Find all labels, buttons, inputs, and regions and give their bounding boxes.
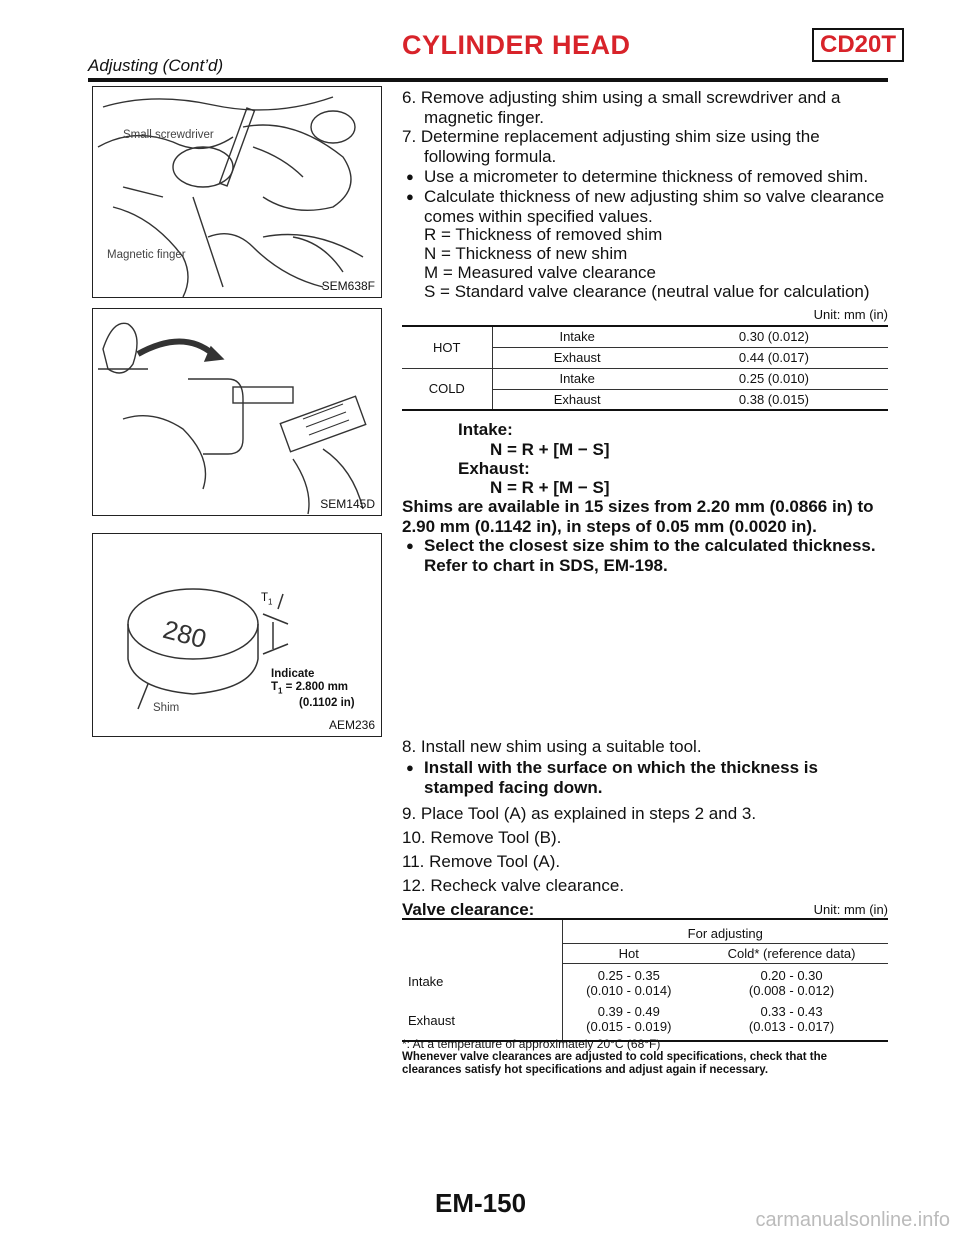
cold-mm: 0.33 - 0.43	[760, 1004, 823, 1019]
table-header-for-adjusting: For adjusting	[562, 919, 888, 944]
bullet-icon: ●	[406, 169, 414, 184]
figure-code: SEM638F	[321, 279, 375, 293]
definition-r: R = Thickness of removed shim	[424, 225, 663, 244]
label-t1	[261, 592, 272, 606]
footnote-warning: Whenever valve clearances are adjusted to cold specifications, check that the clearances satisfy hot specifications and adjust again if necessary.	[402, 1051, 828, 1076]
label-t1-text: T	[261, 592, 269, 604]
standard-clearance-table	[402, 325, 888, 411]
bullet-text: Calculate thickness of new adjusting shim so valve clearance comes within specified values.	[424, 187, 885, 226]
figure-shim	[92, 533, 382, 737]
label-indicate	[271, 668, 355, 710]
table-row	[402, 326, 888, 347]
table-header-hot: Hot	[562, 944, 695, 964]
header-rule	[88, 78, 888, 82]
label-indicate-text: Indicate	[271, 668, 315, 680]
page-number: EM-150	[435, 1188, 527, 1218]
table-row	[402, 1000, 888, 1041]
definition-s: S = Standard valve clearance (neutral value for calculation)	[424, 282, 870, 301]
table-header-row	[402, 919, 888, 944]
hot-mm: 0.39 - 0.49	[597, 1004, 660, 1019]
table-cell-cold	[695, 1000, 888, 1041]
table-cell-group: COLD	[428, 381, 465, 397]
label-t1eq-text: T	[271, 681, 279, 693]
bullet-calculate	[402, 187, 888, 227]
cold-in: (0.008 - 0.012)	[748, 983, 835, 998]
watermark: carmanualsonline.info	[755, 1209, 950, 1231]
bullet-text: Install with the surface on which the thickness is stamped facing down.	[424, 758, 818, 797]
definition-m: M = Measured valve clearance	[424, 263, 656, 282]
section-subtitle: Adjusting (Cont’d)	[88, 56, 224, 75]
label-t1-sub: 1	[268, 597, 273, 607]
table-cell-type: Exhaust	[492, 389, 660, 410]
unit-label-2: Unit: mm (in)	[813, 902, 888, 917]
hot-in: (0.015 - 0.019)	[586, 1019, 672, 1034]
bullet-text: Use a micrometer to determine thickness of removed shim.	[424, 167, 869, 186]
bullet-select-shim	[402, 536, 888, 576]
hot-mm: 0.25 - 0.35	[597, 968, 660, 983]
label-shim: Shim	[153, 702, 180, 714]
figure-shim-removal-illustration	[93, 87, 382, 298]
shim-stamp: 280	[159, 613, 210, 655]
table-header-cold: Cold* (reference data)	[695, 944, 888, 964]
table-cell-value: 0.30 (0.012)	[660, 326, 888, 347]
label-mm-value: = 2.800 mm	[282, 681, 349, 693]
definition-n: N = Thickness of new shim	[424, 244, 628, 263]
step-8: 8. Install new shim using a suitable tool.	[402, 737, 702, 756]
valve-clearance-table	[402, 918, 888, 1042]
label-small-screwdriver: Small screwdriver	[123, 129, 214, 141]
figure-micrometer-illustration	[93, 309, 382, 516]
shims-available-note: Shims are available in 15 sizes from 2.20 mm (0.0866 in) to 2.90 mm (0.1142 in), in steps of 0.05 mm (0.0020 in).	[402, 497, 874, 536]
step-6: 6. Remove adjusting shim using a small screwdriver and a magnetic finger.	[402, 88, 841, 127]
table-row	[402, 368, 888, 389]
exhaust-formula: N = R + [M − S]	[490, 478, 610, 497]
label-magnetic-finger: Magnetic finger	[107, 249, 186, 261]
step-10: 10. Remove Tool (B).	[402, 828, 562, 847]
page-title: CYLINDER HEAD	[402, 30, 631, 60]
label-indicate-value	[271, 681, 355, 697]
unit-label-1: Unit: mm (in)	[813, 307, 888, 322]
figure-code: AEM236	[328, 718, 375, 732]
table-cell-hot	[562, 1000, 695, 1041]
table-cell-cold	[695, 964, 888, 1001]
table-cell-group: HOT	[402, 326, 492, 368]
hot-in: (0.010 - 0.014)	[586, 983, 672, 998]
table-cell-value: 0.38 (0.015)	[738, 391, 809, 407]
bullet-micrometer	[402, 167, 888, 187]
bullet-icon: ●	[406, 189, 414, 204]
figure-micrometer	[92, 308, 382, 516]
table-cell-type: Intake	[492, 326, 660, 347]
step-7: 7. Determine replacement adjusting shim size using the following formula.	[402, 127, 820, 166]
footnotes	[402, 1038, 888, 1077]
figure-code: SEM145D	[320, 497, 375, 511]
figure-shim-removal	[92, 86, 382, 298]
table-cell-type: Exhaust	[492, 347, 660, 368]
step-11: 11. Remove Tool (A).	[402, 852, 561, 871]
footnote-temperature: *: At a temperature of approximately 20°C (68°F)	[402, 1037, 661, 1051]
table-cell-value: 0.44 (0.017)	[660, 347, 888, 368]
cold-in: (0.013 - 0.017)	[748, 1019, 835, 1034]
table-cell-name: Intake	[408, 974, 444, 990]
bullet-text: Select the closest size shim to the calculated thickness. Refer to chart in SDS, EM-198.	[424, 536, 876, 575]
table-cell-name: Exhaust	[408, 1012, 455, 1028]
intake-label: Intake:	[458, 420, 513, 439]
step-12: 12. Recheck valve clearance.	[402, 876, 625, 895]
exhaust-label: Exhaust:	[458, 459, 530, 478]
valve-clearance-label: Valve clearance:	[402, 900, 535, 919]
table-cell-hot	[562, 964, 695, 1001]
bullet-icon: ●	[406, 538, 414, 553]
step-9: 9. Place Tool (A) as explained in steps 2 and 3.	[402, 804, 757, 823]
table-row	[402, 964, 888, 1001]
cold-mm: 0.20 - 0.30	[760, 968, 823, 983]
bullet-install-facing-down	[402, 758, 888, 798]
bullet-icon: ●	[406, 760, 414, 775]
engine-code-badge: CD20T	[812, 28, 904, 62]
table-cell-type: Intake	[492, 368, 660, 389]
table-corner	[402, 919, 562, 964]
label-in-value: (0.1102 in)	[299, 697, 355, 710]
label-t1eq-sub: 1	[278, 686, 283, 696]
intake-formula: N = R + [M − S]	[490, 440, 610, 459]
table-cell-value: 0.25 (0.010)	[660, 368, 888, 389]
